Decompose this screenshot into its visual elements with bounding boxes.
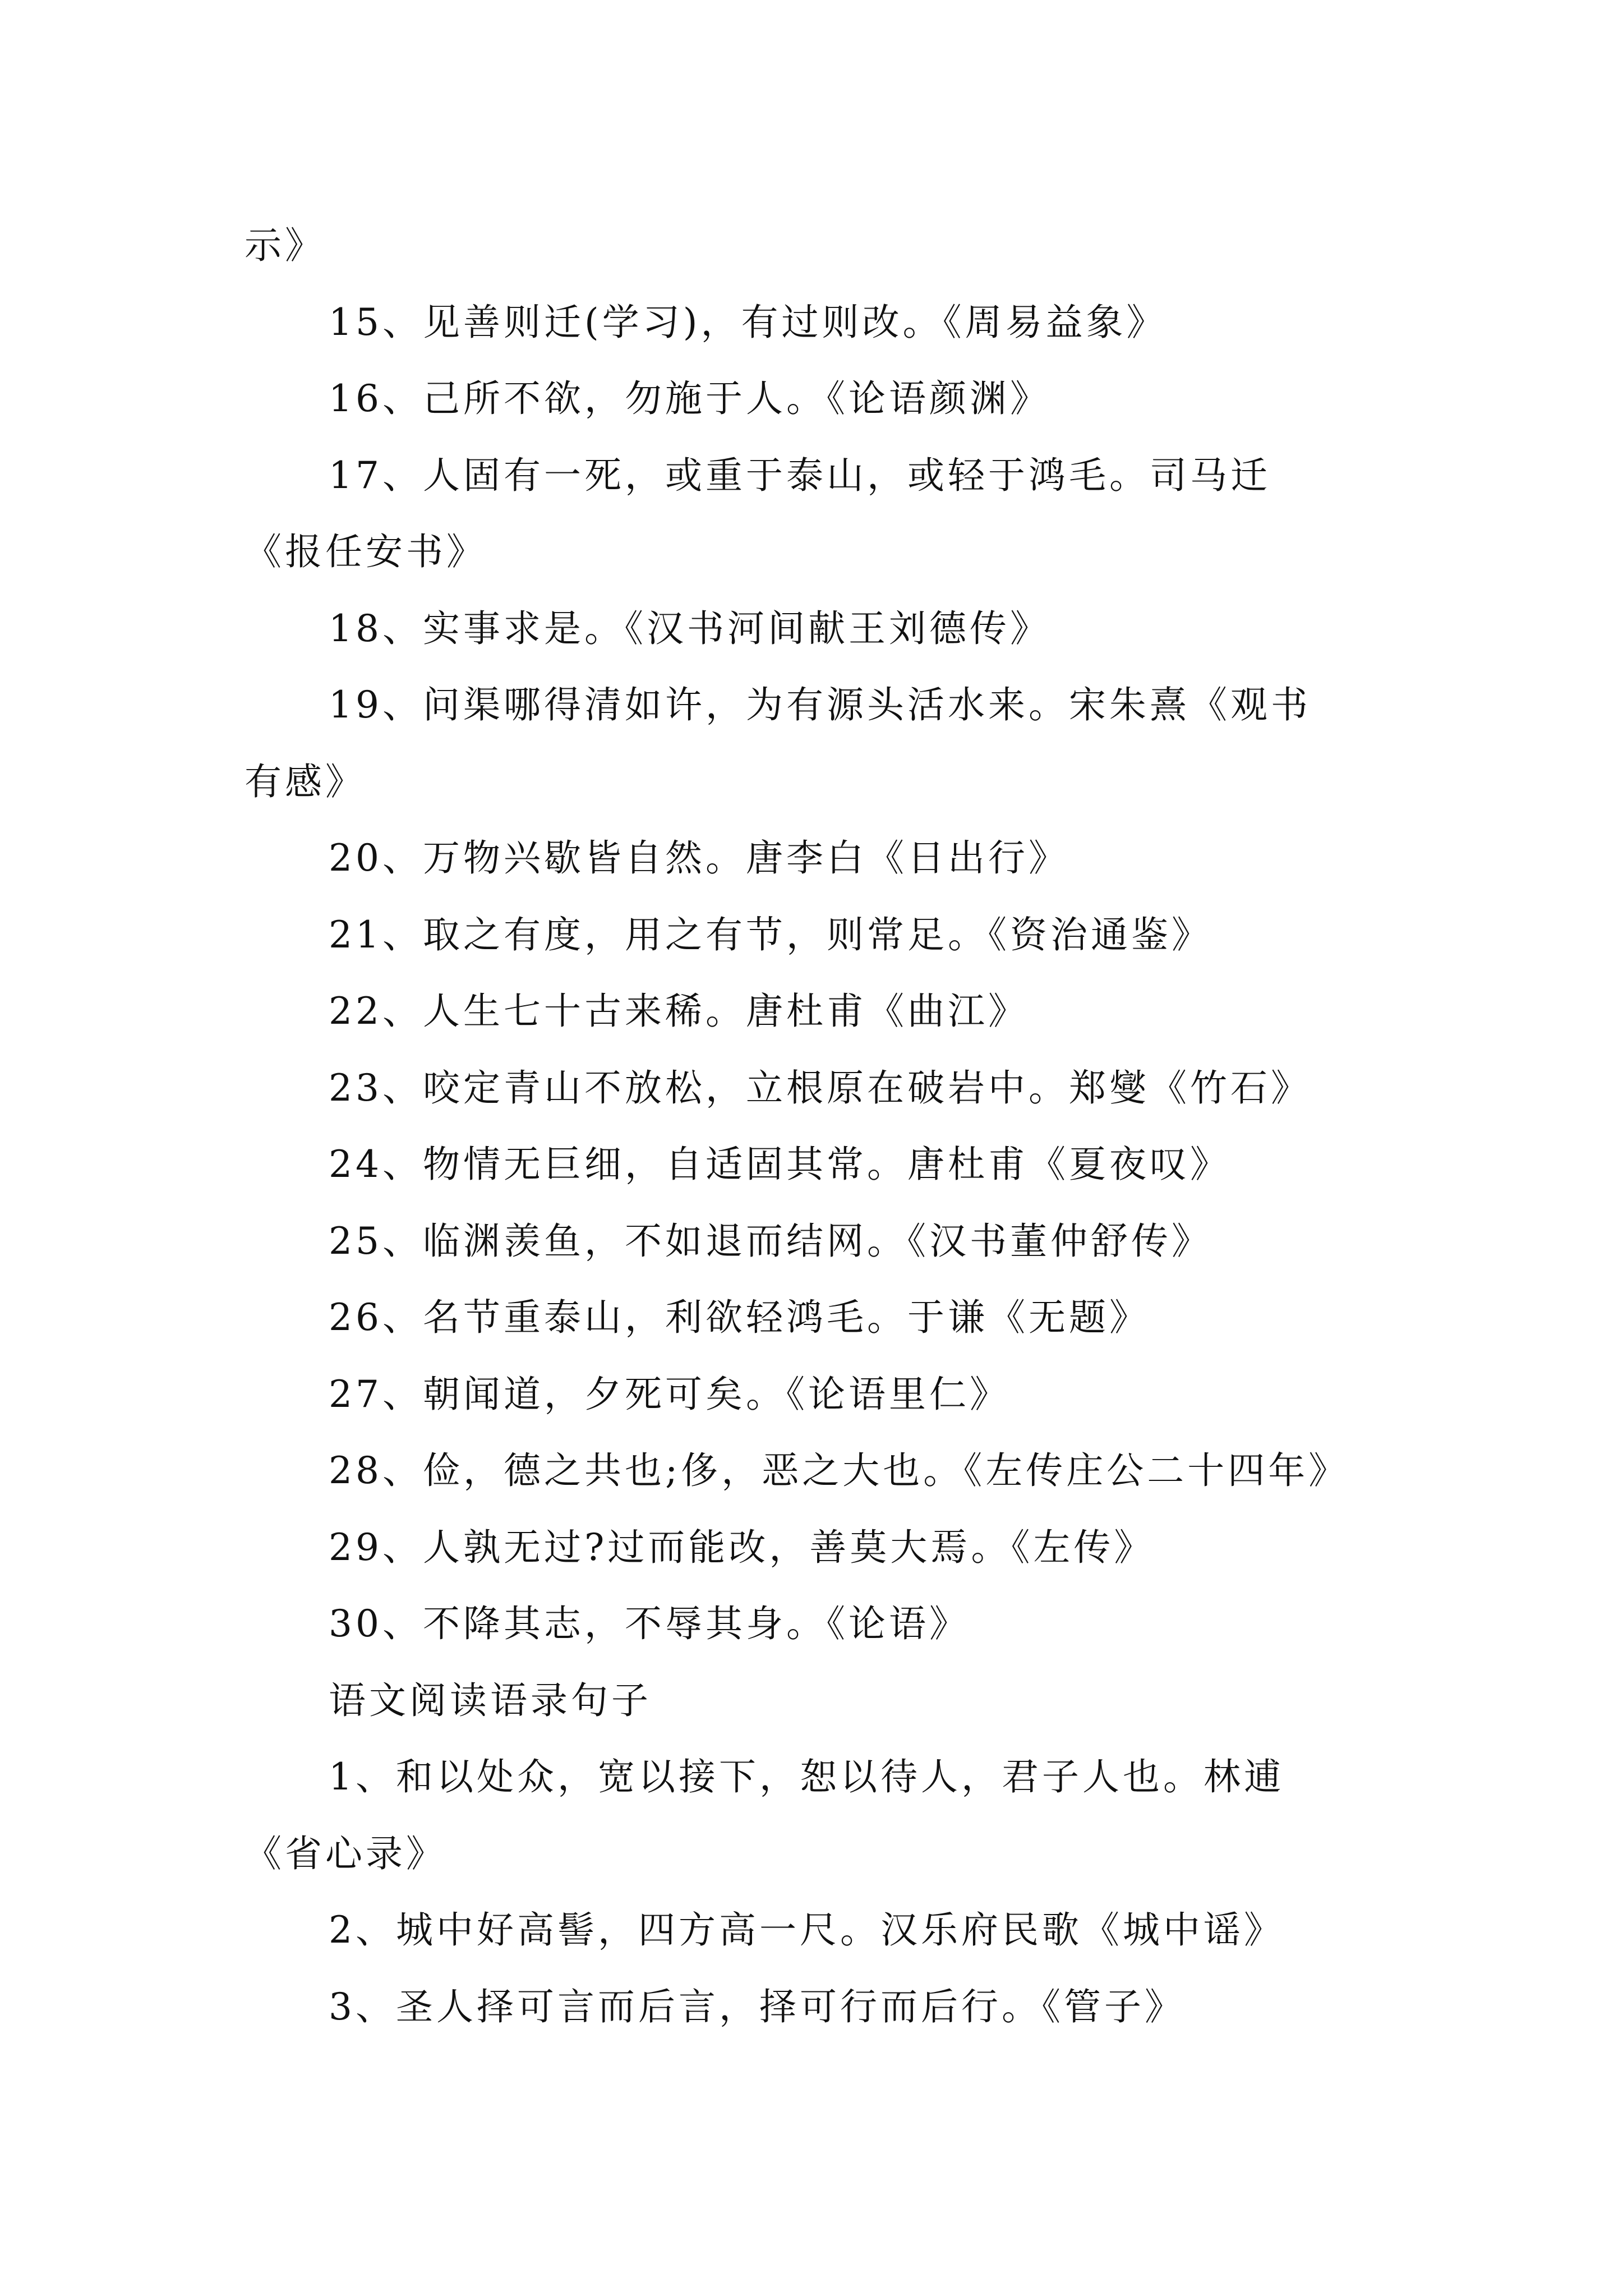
text-line: 15、见善则迁(学习)，有过则改。《周易益象》 <box>329 300 1167 344</box>
text-line: 《省心录》 <box>245 1832 446 1875</box>
text-line: 22、人生七十古来稀。唐杜甫《曲江》 <box>329 990 1029 1033</box>
text-line: 30、不降其志，不辱其身。《论语》 <box>329 1602 970 1645</box>
text-line: 28、俭，德之共也;侈，恶之大也。《左传庄公二十四年》 <box>329 1449 1349 1492</box>
text-line: 24、物情无巨细，自适固其常。唐杜甫《夏夜叹》 <box>329 1143 1230 1186</box>
document-body <box>245 208 1389 2045</box>
text-line: 23、咬定青山不放松，立根原在破岩中。郑燮《竹石》 <box>329 1066 1311 1110</box>
text-line: 17、人固有一死，或重于泰山，或轻于鸿毛。司马迁 <box>329 453 1271 497</box>
text-line: 1、和以处众，宽以接下，恕以待人，君子人也。林逋 <box>329 1755 1284 1798</box>
text-line: 29、人孰无过?过而能改，善莫大焉。《左传》 <box>329 1525 1155 1569</box>
text-line: 19、问渠哪得清如许，为有源头活水来。宋朱熹《观书 <box>329 683 1311 726</box>
text-line: 26、名节重泰山，利欲轻鸿毛。于谦《无题》 <box>329 1296 1150 1339</box>
text-line: 2、城中好高髻，四方高一尺。汉乐府民歌《城中谣》 <box>329 1908 1284 1952</box>
text-line: 18、实事求是。《汉书河间献王刘德传》 <box>329 606 1050 650</box>
text-line: 27、朝闻道，夕死可矣。《论语里仁》 <box>329 1372 1010 1416</box>
text-line: 16、己所不欲，勿施于人。《论语颜渊》 <box>329 377 1050 420</box>
text-line: 3、圣人择可言而后言，择可行而后行。《管子》 <box>329 1985 1185 2028</box>
text-line: 有感》 <box>245 760 366 803</box>
text-line: 示》 <box>245 224 325 267</box>
section-heading: 语文阅读语录句子 <box>329 1678 652 1722</box>
text-line: 21、取之有度，用之有节，则常足。《资治通鉴》 <box>329 913 1212 956</box>
text-line: 20、万物兴歇皆自然。唐李白《日出行》 <box>329 836 1069 880</box>
text-line: 《报任安书》 <box>245 530 487 573</box>
text-line: 25、临渊羡鱼，不如退而结网。《汉书董仲舒传》 <box>329 1219 1212 1263</box>
